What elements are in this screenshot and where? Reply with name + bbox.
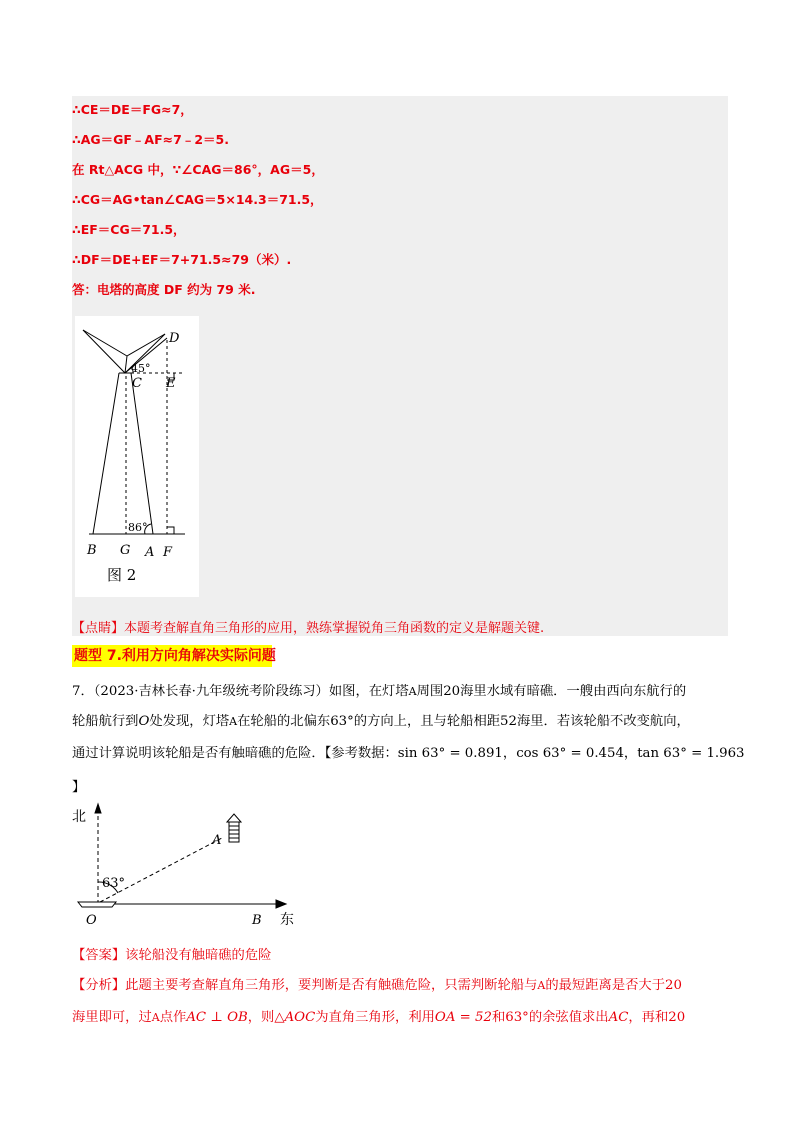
label-f: F — [163, 545, 173, 560]
label-45: 45° — [131, 362, 151, 375]
math-20: 20 — [665, 978, 682, 993]
math-ac: AC — [608, 1010, 629, 1025]
analysis-text: 海里即可，过 — [72, 1010, 152, 1025]
analysis-line-1 — [72, 974, 682, 993]
math-tan: tan 63° = 1.963 — [637, 746, 745, 761]
analysis-text: 和 — [491, 1010, 506, 1025]
label-86: 86° — [128, 521, 148, 534]
answer-line: 【答案】该轮船没有触暗礁的危险 — [72, 948, 272, 963]
analysis-text: 为直角三角形，利用 — [315, 1010, 435, 1025]
math-o: O — [138, 714, 150, 729]
label-north: 北 — [72, 809, 86, 825]
problem-line-2 — [72, 710, 690, 729]
math-a: A — [229, 715, 238, 728]
math-63: 63° — [505, 1010, 529, 1025]
problem-line-1 — [72, 680, 686, 699]
analysis-text: 的最短距离是否大于 — [545, 978, 666, 993]
solution-line-6: ∴DF＝DE+EF＝7+71.5≈79（米）. — [72, 252, 292, 267]
analysis-text: 点作 — [159, 1010, 187, 1025]
problem-text: 轮船航行到 — [72, 714, 139, 729]
label-o: O — [86, 913, 97, 928]
label-east: 东 — [280, 912, 294, 928]
tower-figure — [75, 316, 199, 597]
math-63: 63° — [330, 714, 354, 729]
label-d: D — [169, 331, 180, 346]
math-sin: sin 63° = 0.891 — [397, 746, 503, 761]
label-63: 63° — [102, 876, 126, 891]
solution-line-5: ∴EF＝CG＝71.5， — [72, 222, 186, 237]
label-c: C — [132, 376, 142, 391]
label-a: A — [145, 545, 155, 560]
problem-text: 海里．若该轮船不改变航向， — [516, 714, 690, 729]
math-20: 20 — [443, 684, 461, 699]
problem-text: 的方向上，且与轮船相距 — [353, 714, 501, 729]
solution-line-7: 答：电塔的高度 DF 约为 79 米. — [72, 282, 256, 297]
analysis-text: ，再和 — [628, 1010, 669, 1025]
comment-line: 【点睛】本题考查解直角三角形的应用，熟练掌握锐角三角函数的定义是解题关键. — [72, 621, 545, 636]
analysis-text: 的余弦值求出 — [528, 1010, 609, 1025]
solution-line-2: ∴AG＝GF﹣AF≈7﹣2＝5. — [72, 132, 229, 147]
problem-text: 在轮船的北偏东 — [237, 714, 331, 729]
math-a: A — [408, 685, 417, 698]
label-a: A — [212, 833, 222, 848]
problem-text: 通过计算说明该轮船是否有触暗礁的危险．【参考数据： — [72, 746, 398, 761]
label-g: G — [120, 543, 131, 558]
math-a: A — [537, 979, 546, 992]
figure-caption: 图 2 — [107, 566, 137, 584]
problem-text: 7．（2023·吉林长春·九年级统考阶段练习）如图，在灯塔 — [72, 684, 409, 699]
problem-line-4: 】 — [72, 780, 86, 795]
problem-line-3: 通过计算说明该轮船是否有触暗礁的危险．【参考数据：sin 63° = 0.891，cos 63° = 0.454，tan 63° = 1.963 — [72, 746, 745, 761]
label-b: B — [87, 543, 97, 558]
solution-line-1: ∴CE＝DE＝FG≈7， — [72, 102, 193, 117]
section-heading: 题型 7.利用方向角解决实际问题 — [72, 645, 272, 667]
problem-text: 处发现，灯塔 — [149, 714, 230, 729]
analysis-line-2 — [72, 1006, 685, 1025]
direction-diagram — [72, 800, 302, 928]
math-oa: OA = 52 — [434, 1010, 492, 1025]
analysis-text: ，则 — [247, 1010, 275, 1025]
problem-text: 海里水域有暗礁．一艘由西向东航行的 — [460, 684, 687, 699]
analysis-text: 【分析】此题主要考查解直角三角形，要判断是否有触礁危险，只需判断轮船与 — [72, 978, 538, 993]
direction-figure — [72, 800, 302, 928]
math-20: 20 — [668, 1010, 686, 1025]
solution-line-3: 在 Rt△ACG 中，∵∠CAG＝86°，AG＝5， — [72, 162, 324, 177]
math-perp: AC ⊥ OB — [186, 1010, 248, 1025]
label-e: E — [166, 376, 176, 391]
math-a: A — [151, 1011, 160, 1024]
tower-diagram — [75, 316, 199, 597]
problem-text: 周围 — [416, 684, 444, 699]
math-52: 52 — [500, 714, 517, 729]
solution-line-4: ∴CG＝AG•tan∠CAG＝5×14.3＝71.5， — [72, 192, 323, 207]
math-triangle: △AOC — [274, 1010, 316, 1025]
math-cos: cos 63° = 0.454 — [516, 746, 624, 761]
label-b: B — [252, 913, 262, 928]
